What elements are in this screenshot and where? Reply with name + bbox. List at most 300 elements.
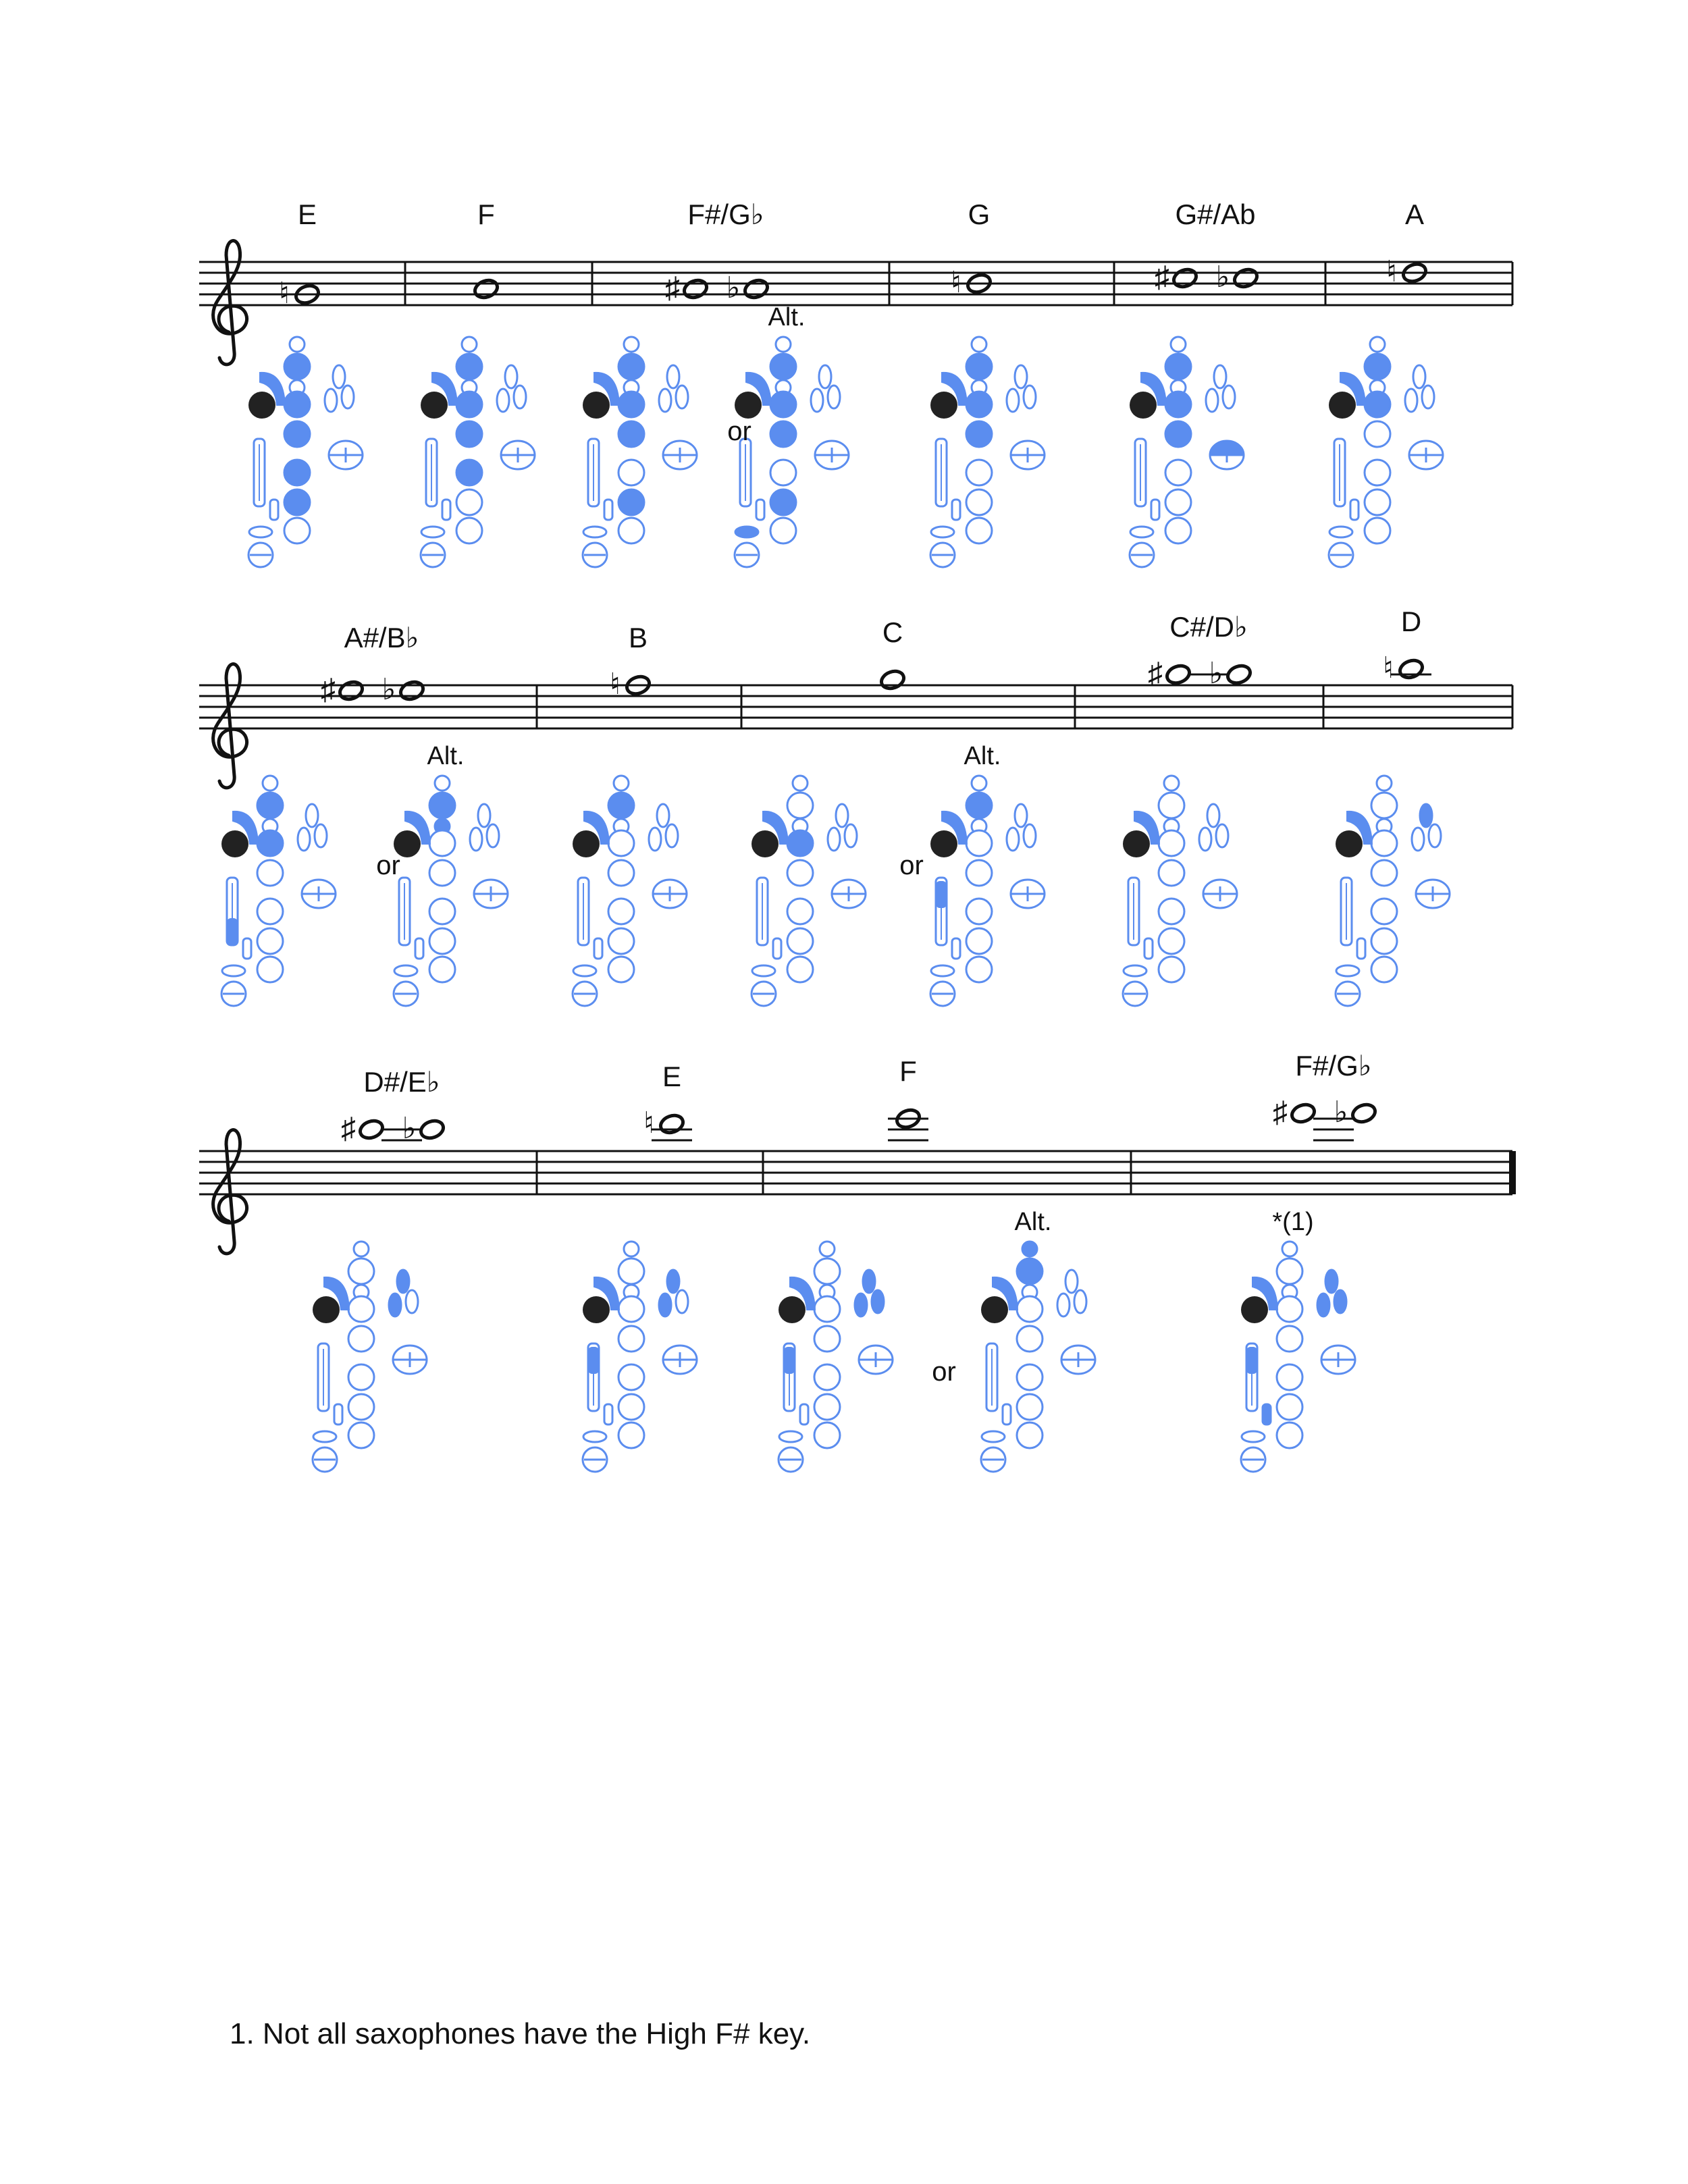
right-hand-key-1: [257, 899, 283, 924]
right-hand-key-3: [456, 518, 482, 543]
left-hand-key-2: [618, 1296, 644, 1322]
left-hand-key-3: [1017, 1326, 1043, 1352]
low-c-key: [752, 965, 775, 976]
left-hand-key-2: [1165, 392, 1191, 417]
footnote-text: 1. Not all saxophones have the High F# key.: [230, 2017, 811, 2050]
palm-d-key: [397, 1270, 409, 1293]
fingering-tag: *(1): [1272, 1208, 1314, 1236]
high-f-sharp-key: [756, 500, 764, 520]
right-hand-key-2: [348, 1394, 374, 1420]
palm-e-key: [298, 828, 310, 851]
low-c-key: [583, 527, 606, 537]
left-hand-key-3: [966, 860, 992, 886]
whole-note: [1165, 663, 1192, 686]
staff-note: [341, 1112, 446, 1145]
low-c-key: [779, 1431, 802, 1442]
left-hand-key-3: [787, 860, 813, 886]
accidental-sharp: ♯: [665, 271, 680, 304]
palm-d-key: [657, 804, 669, 827]
low-c-key: [735, 527, 758, 537]
fingering-diagram: [313, 1242, 427, 1472]
right-hand-key-3: [814, 1422, 840, 1448]
right-hand-key-3: [1159, 957, 1184, 982]
palm-f-key: [828, 385, 840, 408]
right-hand-key-2: [814, 1394, 840, 1420]
fingering-diagram: [573, 776, 687, 1006]
left-hand-key-1: [348, 1258, 374, 1284]
left-hand-key-2: [1365, 392, 1390, 417]
palm-e-key: [811, 389, 823, 412]
front-f-key: [354, 1242, 369, 1256]
staff-note: [643, 1107, 692, 1140]
right-hand-key-3: [1165, 518, 1191, 543]
fingering-diagram: [779, 1242, 893, 1472]
fingering-diagram: [1130, 337, 1244, 567]
left-hand-key-2: [608, 830, 634, 856]
high-f-sharp-key: [1144, 938, 1153, 959]
right-hand-key-3: [770, 518, 796, 543]
octave-key: [421, 392, 448, 419]
left-hand-key-1: [770, 354, 796, 379]
palm-f-key: [487, 824, 499, 847]
front-f-key: [1370, 337, 1385, 352]
high-f-sharp-key: [1151, 500, 1159, 520]
right-hand-key-3: [1017, 1422, 1043, 1448]
note-name-label: D: [1400, 606, 1422, 637]
accidental-natural: ♮: [279, 277, 290, 310]
left-hand-key-1: [1277, 1258, 1302, 1284]
left-hand-key-1: [257, 793, 283, 818]
palm-f-key: [1223, 385, 1235, 408]
palm-e-key: [497, 389, 509, 412]
right-hand-key-3: [348, 1422, 374, 1448]
palm-f-key: [1024, 385, 1036, 408]
low-c-key: [583, 1431, 606, 1442]
front-f-key: [263, 776, 278, 791]
palm-f-key: [342, 385, 354, 408]
low-c-key: [1329, 527, 1352, 537]
staff-system: [199, 606, 1512, 1006]
right-hand-key-1: [814, 1364, 840, 1390]
right-hand-key-3: [787, 957, 813, 982]
right-hand-key-1: [608, 899, 634, 924]
palm-d-key: [836, 804, 848, 827]
palm-d-key: [505, 365, 517, 388]
palm-e-key: [1057, 1294, 1070, 1316]
right-hand-key-2: [429, 928, 455, 954]
whole-note: [1225, 663, 1252, 686]
right-hand-key-1: [1365, 460, 1390, 485]
note-name-label: C: [882, 616, 903, 648]
right-hand-key-1: [1371, 899, 1397, 924]
fingering-diagram: [1241, 1208, 1355, 1472]
right-hand-key-1: [348, 1364, 374, 1390]
front-f-key: [614, 776, 629, 791]
note-name-label: E: [662, 1061, 682, 1092]
low-c-key: [573, 965, 596, 976]
fingering-diagram: [1336, 776, 1450, 1006]
octave-key: [221, 830, 248, 857]
whole-note: [682, 277, 709, 300]
whole-note: [473, 277, 500, 300]
note-name-label: D#/E♭: [363, 1066, 440, 1098]
palm-e-key: [1317, 1294, 1329, 1316]
or-label: or: [376, 851, 400, 880]
right-hand-key-2: [770, 489, 796, 515]
low-c-key: [931, 527, 954, 537]
whole-note: [1290, 1102, 1317, 1125]
right-hand-key-2: [608, 928, 634, 954]
left-hand-key-1: [1371, 793, 1397, 818]
palm-f-key: [872, 1290, 884, 1313]
front-f-key: [1282, 1242, 1297, 1256]
left-hand-key-1: [429, 793, 455, 818]
whole-note: [1398, 658, 1425, 681]
palm-d-key: [1015, 365, 1027, 388]
fingering-diagram: [583, 337, 697, 567]
palm-f-key: [1422, 385, 1434, 408]
right-hand-key-2: [1365, 489, 1390, 515]
right-hand-key-1: [456, 460, 482, 485]
right-hand-key-3: [966, 518, 992, 543]
left-hand-key-3: [1159, 860, 1184, 886]
octave-key: [1329, 392, 1356, 419]
left-hand-key-3: [1365, 421, 1390, 447]
fingering-diagram: [221, 776, 336, 1006]
high-f-sharp-key: [442, 500, 450, 520]
palm-f-key: [676, 1290, 688, 1313]
fingering-diagram: [248, 337, 363, 567]
palm-f-key: [1429, 824, 1441, 847]
left-hand-key-3: [1165, 421, 1191, 447]
palm-d-key: [1325, 1270, 1338, 1293]
fingering-diagram: [583, 1242, 697, 1472]
left-hand-key-2: [1277, 1296, 1302, 1322]
right-hand-key-1: [618, 1364, 644, 1390]
right-hand-key-3: [1371, 957, 1397, 982]
note-name-label: F: [477, 198, 495, 230]
palm-f-key: [315, 824, 327, 847]
palm-e-key: [470, 828, 482, 851]
fingering-diagram: [930, 337, 1045, 567]
note-name-label: A#/B♭: [344, 622, 419, 654]
front-f-key: [624, 337, 639, 352]
palm-d-key: [1015, 804, 1027, 827]
left-hand-key-2: [1017, 1296, 1043, 1322]
left-hand-key-2: [456, 392, 482, 417]
right-hand-key-2: [257, 928, 283, 954]
left-hand-key-1: [966, 354, 992, 379]
right-hand-key-3: [618, 1422, 644, 1448]
palm-f-key: [1216, 824, 1228, 847]
octave-key: [930, 392, 957, 419]
staff-system: [199, 1050, 1512, 1472]
front-f-key: [1164, 776, 1179, 791]
accidental-natural: ♮: [1383, 651, 1394, 685]
left-hand-key-2: [348, 1296, 374, 1322]
left-hand-key-2: [257, 830, 283, 856]
high-f-sharp-key: [415, 938, 423, 959]
note-name-label: F#/G♭: [687, 198, 764, 230]
octave-key: [573, 830, 600, 857]
left-hand-key-2: [966, 392, 992, 417]
right-hand-key-1: [1159, 899, 1184, 924]
palm-d-key: [667, 1270, 679, 1293]
right-hand-key-2: [787, 928, 813, 954]
high-f-sharp-key: [952, 500, 960, 520]
front-f-key: [624, 1242, 639, 1256]
right-hand-key-1: [966, 460, 992, 485]
left-hand-key-3: [814, 1326, 840, 1352]
fingering-diagram: [981, 1208, 1095, 1472]
right-hand-key-2: [1371, 928, 1397, 954]
left-hand-key-3: [456, 421, 482, 447]
fingering-tag: Alt.: [1014, 1208, 1052, 1236]
palm-f-key: [676, 385, 688, 408]
octave-key: [583, 392, 610, 419]
palm-f-key: [514, 385, 526, 408]
palm-f-key: [845, 824, 857, 847]
octave-key: [735, 392, 762, 419]
note-name-label: F#/G♭: [1295, 1050, 1372, 1082]
fingering-diagram: [1123, 776, 1237, 1006]
octave-key: [1336, 830, 1363, 857]
right-hand-key-3: [284, 518, 310, 543]
palm-e-key: [855, 1294, 867, 1316]
left-hand-key-3: [966, 421, 992, 447]
octave-key: [1241, 1296, 1268, 1323]
palm-e-key: [828, 828, 840, 851]
whole-note: [398, 679, 425, 702]
front-f-key: [462, 337, 477, 352]
palm-d-key: [1420, 804, 1432, 827]
right-hand-key-2: [618, 1394, 644, 1420]
high-f-sharp-key: [952, 938, 960, 959]
palm-f-key: [1334, 1290, 1346, 1313]
accidental-flat: ♭: [1215, 261, 1230, 294]
right-hand-key-3: [429, 957, 455, 982]
front-f-key: [793, 776, 808, 791]
right-hand-key-1: [966, 899, 992, 924]
whole-note: [338, 679, 365, 702]
right-hand-key-1: [1165, 460, 1191, 485]
left-hand-key-1: [618, 1258, 644, 1284]
left-hand-key-2: [618, 392, 644, 417]
staff-note: [1155, 261, 1259, 294]
high-f-sharp-key: [773, 938, 781, 959]
right-hand-key-3: [966, 957, 992, 982]
palm-d-key: [1214, 365, 1226, 388]
note-name-label: E: [297, 198, 317, 230]
or-label: or: [899, 851, 924, 880]
high-f-sharp-key: [1357, 938, 1365, 959]
accidental-sharp: ♯: [321, 673, 336, 706]
palm-d-key: [333, 365, 345, 388]
whole-note: [1232, 267, 1259, 290]
fingering-diagram: [1329, 337, 1443, 567]
palm-d-key: [819, 365, 831, 388]
fingering-tag: Alt.: [768, 303, 806, 331]
palm-f-key: [1024, 824, 1036, 847]
left-hand-key-2: [814, 1296, 840, 1322]
right-hand-key-1: [284, 460, 310, 485]
whole-note: [1350, 1102, 1377, 1125]
right-hand-key-2: [1159, 928, 1184, 954]
low-c-key: [982, 1431, 1005, 1442]
front-f-key: [776, 337, 791, 352]
fingering-diagram: [394, 742, 508, 1006]
left-hand-key-1: [814, 1258, 840, 1284]
right-hand-key-3: [1277, 1422, 1302, 1448]
accidental-natural: ♮: [643, 1107, 654, 1140]
right-hand-key-1: [1017, 1364, 1043, 1390]
right-hand-key-2: [966, 489, 992, 515]
left-hand-key-3: [618, 421, 644, 447]
accidental-flat: ♭: [381, 673, 396, 706]
staff-note: [879, 668, 906, 691]
fingering-diagram: [930, 742, 1045, 1006]
high-f-sharp-key: [1003, 1404, 1011, 1424]
left-hand-key-3: [348, 1326, 374, 1352]
right-hand-key-2: [618, 489, 644, 515]
note-name-label: B: [628, 622, 648, 654]
left-hand-key-3: [257, 860, 283, 886]
palm-e-key: [659, 389, 671, 412]
accidental-sharp: ♯: [1155, 261, 1169, 294]
right-hand-key-3: [608, 957, 634, 982]
front-f-key: [820, 1242, 835, 1256]
left-hand-key-2: [966, 830, 992, 856]
high-f-sharp-key: [243, 938, 251, 959]
treble-clef-icon: [213, 241, 247, 365]
accidental-sharp: ♯: [1273, 1096, 1288, 1129]
right-hand-key-2: [284, 489, 310, 515]
left-hand-key-2: [787, 830, 813, 856]
staff-system: [199, 198, 1512, 567]
fingering-diagram: [751, 776, 866, 1006]
right-hand-key-2: [966, 928, 992, 954]
octave-key: [248, 392, 275, 419]
right-hand-key-3: [618, 518, 644, 543]
palm-f-key: [1074, 1290, 1086, 1313]
whole-note: [743, 277, 770, 300]
high-f-sharp-key: [800, 1404, 808, 1424]
whole-note: [419, 1118, 446, 1141]
fingering-diagram: [421, 337, 535, 567]
palm-e-key: [1199, 828, 1211, 851]
treble-clef-icon: [213, 664, 247, 788]
left-hand-key-1: [1365, 354, 1390, 379]
palm-d-key: [306, 804, 318, 827]
left-hand-key-3: [1277, 1326, 1302, 1352]
right-hand-key-1: [618, 460, 644, 485]
palm-e-key: [1412, 828, 1424, 851]
palm-e-key: [389, 1294, 401, 1316]
note-name-label: G#/Ab: [1175, 198, 1256, 230]
palm-d-key: [1413, 365, 1425, 388]
or-label: or: [727, 417, 751, 446]
left-hand-key-3: [284, 421, 310, 447]
left-hand-key-1: [1159, 793, 1184, 818]
left-hand-key-3: [608, 860, 634, 886]
accidental-natural: ♮: [951, 266, 961, 299]
front-f-key: [290, 337, 305, 352]
treble-clef-icon: [213, 1130, 247, 1254]
right-hand-key-1: [429, 899, 455, 924]
high-f-sharp-key: [594, 938, 602, 959]
octave-key: [313, 1296, 340, 1323]
left-hand-key-1: [1017, 1258, 1043, 1284]
palm-e-key: [659, 1294, 671, 1316]
palm-e-key: [325, 389, 337, 412]
left-hand-key-3: [1371, 860, 1397, 886]
high-f-sharp-key: [1350, 500, 1359, 520]
left-hand-key-3: [429, 860, 455, 886]
left-hand-key-1: [966, 793, 992, 818]
staff-note: [888, 1107, 928, 1140]
left-hand-key-1: [608, 793, 634, 818]
staff-note: [473, 277, 500, 300]
low-c-key: [931, 965, 954, 976]
low-c-key: [1124, 965, 1146, 976]
palm-d-key: [667, 365, 679, 388]
palm-d-key: [1207, 804, 1219, 827]
octave-key: [981, 1296, 1008, 1323]
octave-key: [1130, 392, 1157, 419]
front-f-key: [1377, 776, 1392, 791]
whole-note: [1171, 267, 1198, 290]
low-c-key: [394, 965, 417, 976]
palm-e-key: [1405, 389, 1417, 412]
low-c-key: [1242, 1431, 1265, 1442]
right-hand-key-1: [770, 460, 796, 485]
octave-key: [1123, 830, 1150, 857]
front-f-key: [435, 776, 450, 791]
high-f-sharp-key: [270, 500, 278, 520]
whole-note: [358, 1118, 385, 1141]
right-hand-key-2: [1277, 1394, 1302, 1420]
palm-f-key: [666, 824, 678, 847]
low-c-key: [222, 965, 245, 976]
left-hand-key-2: [1371, 830, 1397, 856]
note-name-label: F: [899, 1055, 917, 1087]
left-hand-key-3: [618, 1326, 644, 1352]
accidental-sharp: ♯: [341, 1112, 356, 1145]
palm-e-key: [1007, 828, 1019, 851]
accidental-natural: ♮: [1386, 255, 1397, 288]
left-hand-key-1: [618, 354, 644, 379]
palm-e-key: [1206, 389, 1218, 412]
left-hand-key-1: [284, 354, 310, 379]
low-c-key: [1130, 527, 1153, 537]
high-f-sharp-key: [604, 1404, 612, 1424]
staff-note: [1273, 1096, 1377, 1140]
palm-d-key: [1065, 1270, 1078, 1293]
note-name-label: A: [1404, 198, 1425, 230]
high-f-sharp-key: [604, 500, 612, 520]
high-f-sharp-key: [334, 1404, 342, 1424]
staff-note: [321, 673, 425, 706]
octave-key: [779, 1296, 806, 1323]
left-hand-key-2: [1159, 830, 1184, 856]
right-hand-key-2: [1017, 1394, 1043, 1420]
right-hand-key-2: [456, 489, 482, 515]
staff-note: [665, 271, 770, 304]
fingering-diagram: [735, 303, 849, 567]
right-hand-key-3: [1365, 518, 1390, 543]
low-c-key: [313, 1431, 336, 1442]
right-hand-key-1: [787, 899, 813, 924]
